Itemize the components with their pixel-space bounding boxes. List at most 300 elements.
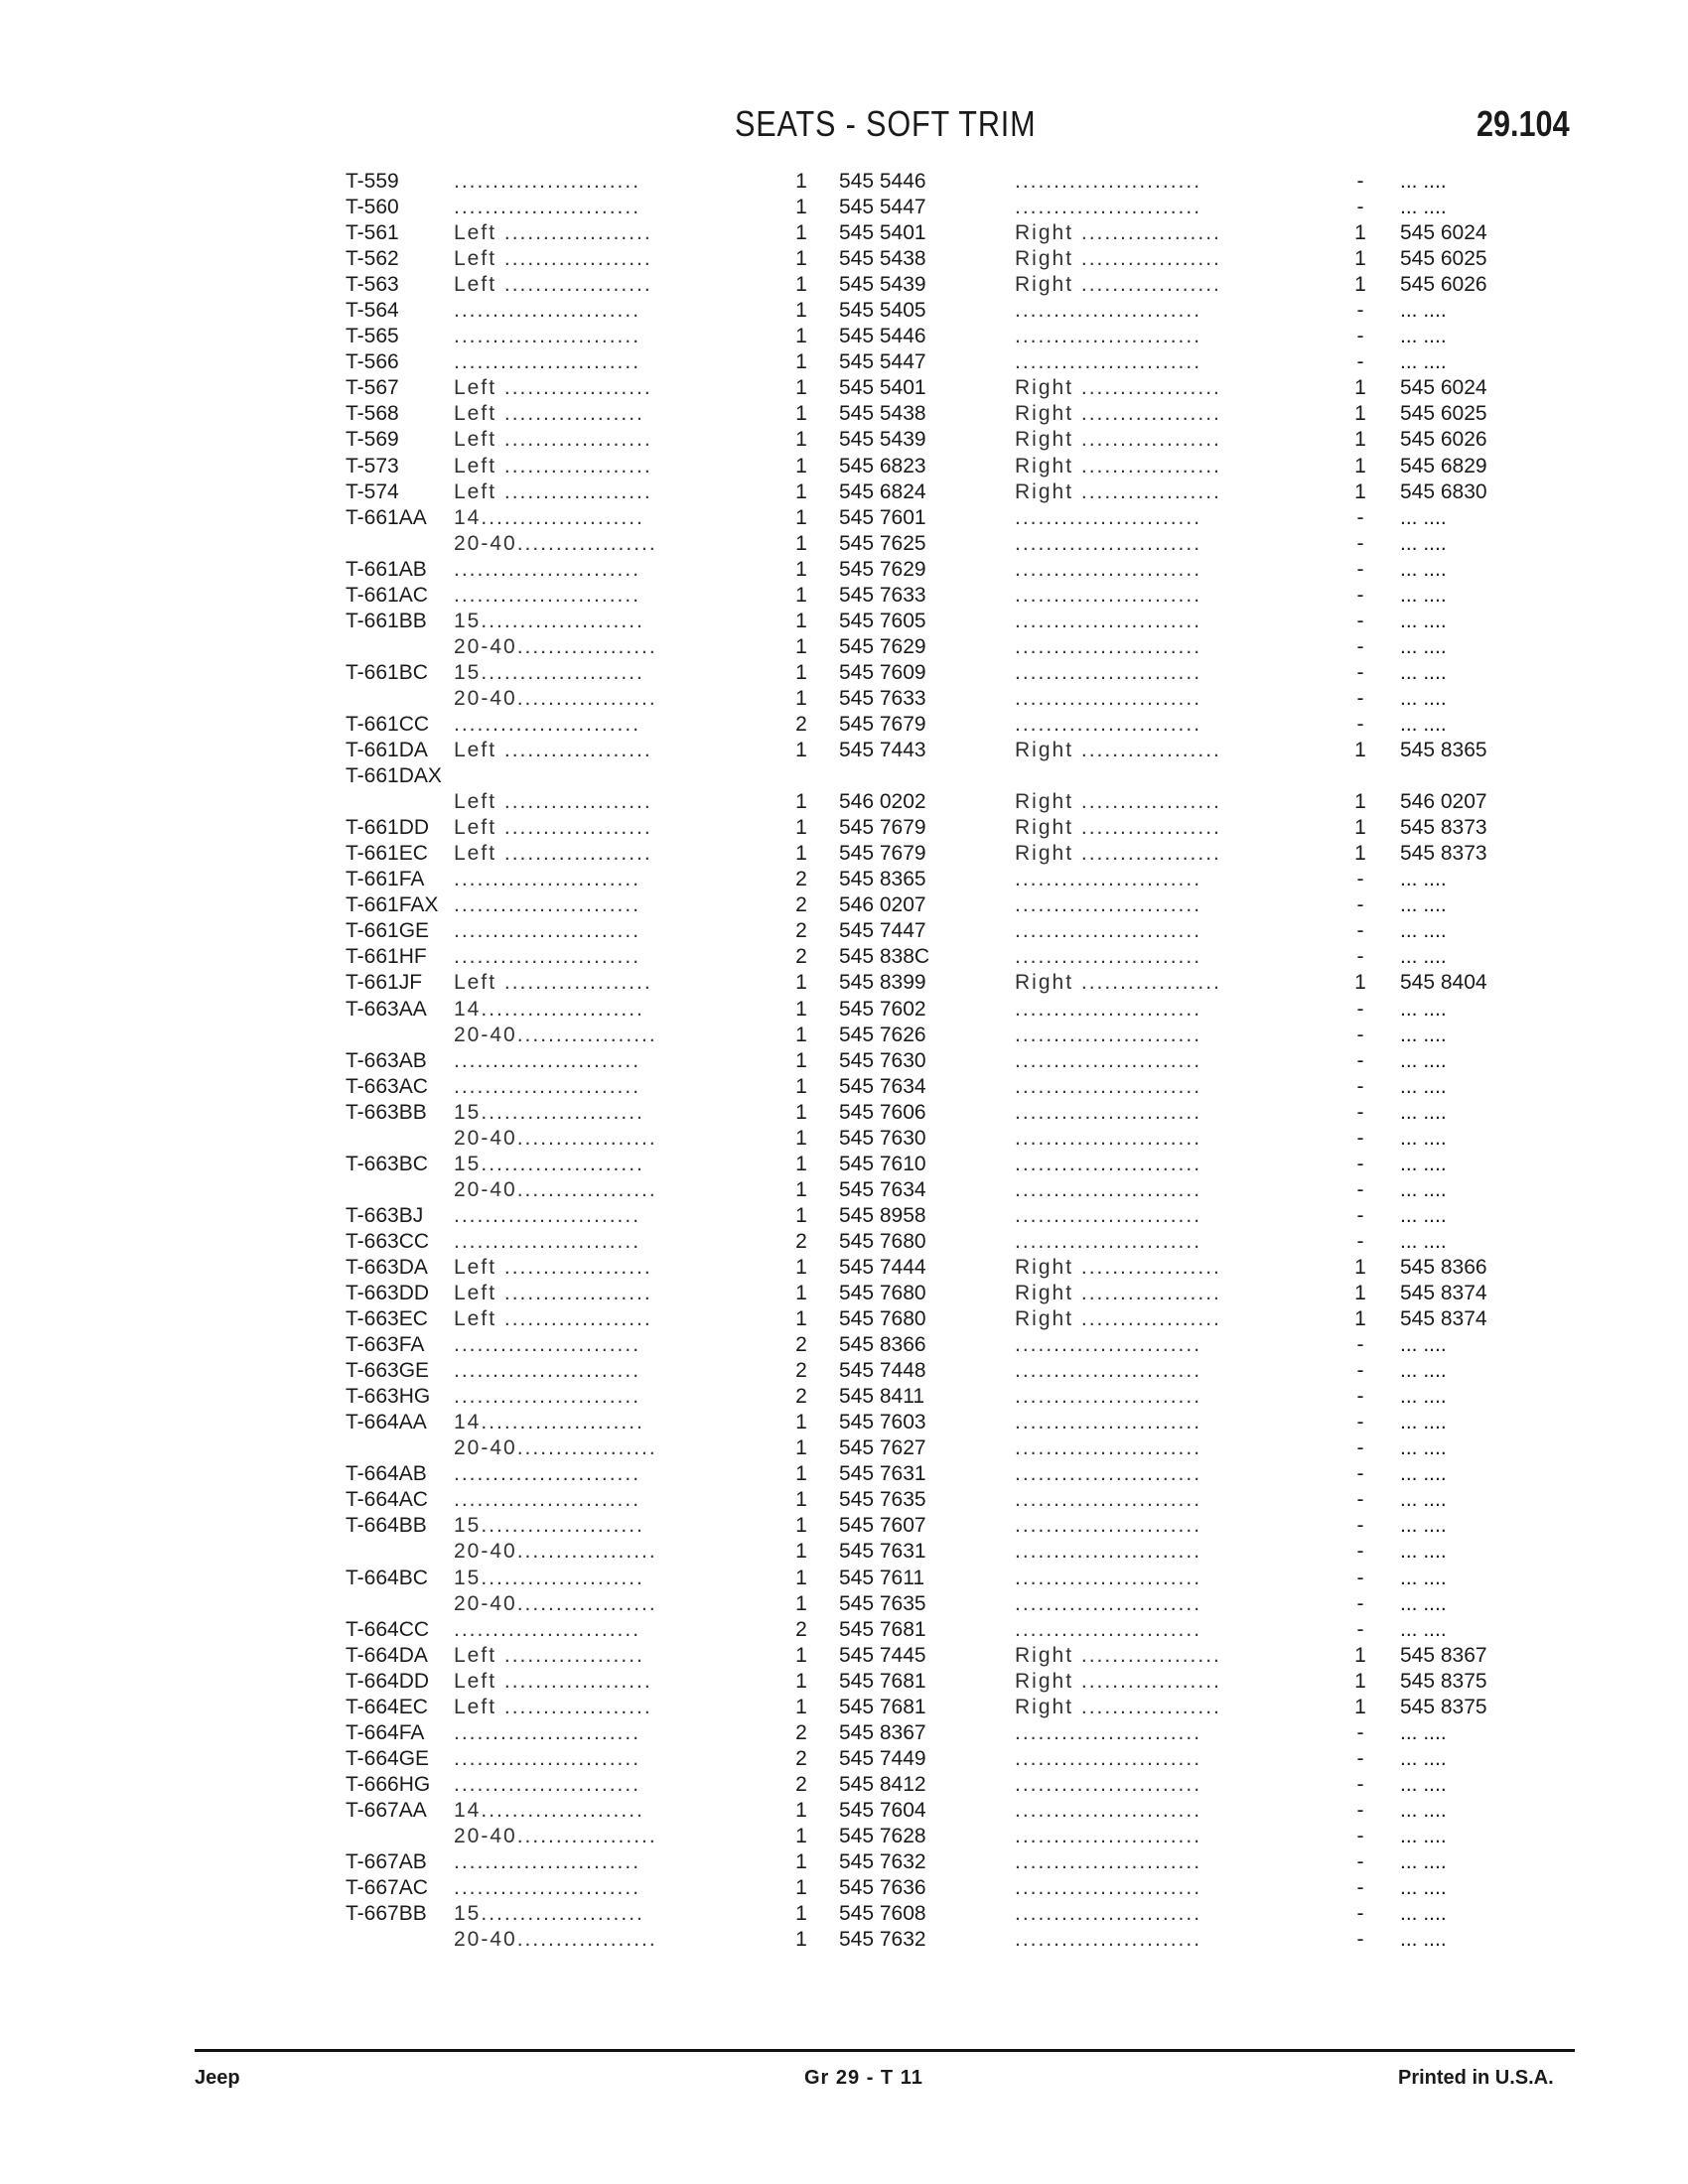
description-left: ........................ [454, 919, 641, 943]
description-right: ........................ [1015, 1074, 1202, 1098]
description-right: ........................ [1015, 505, 1202, 529]
table-row [0, 1100, 1688, 1126]
part-number: T-664EC [346, 1695, 428, 1718]
description-left: Left ................... [454, 739, 652, 762]
quantity-left: 1 [795, 686, 807, 710]
quantity-left: 1 [795, 1255, 807, 1279]
quantity-right: - [1356, 712, 1364, 736]
quantity-right: - [1356, 919, 1364, 943]
catalog-number-right: ... .... [1400, 1902, 1447, 1926]
part-number: T-663CC [346, 1229, 430, 1253]
quantity-right: - [1356, 997, 1364, 1021]
catalog-number-right: ... .... [1400, 1229, 1447, 1253]
description-left: 14..................... [454, 1798, 644, 1822]
description-left: 15..................... [454, 1566, 644, 1589]
part-number: T-664BB [346, 1514, 427, 1538]
description-left: ........................ [454, 325, 641, 348]
catalog-number-left: 545 5405 [839, 299, 926, 323]
part-number: T-661CC [346, 712, 430, 736]
catalog-number-right: 545 8374 [1400, 1282, 1487, 1305]
description-right: Right .................. [1015, 1307, 1221, 1331]
table-row [0, 1358, 1688, 1384]
catalog-number-left: 545 7634 [839, 1074, 926, 1098]
description-right: ........................ [1015, 997, 1202, 1021]
description-right: ........................ [1015, 1152, 1202, 1175]
table-row [0, 1669, 1688, 1695]
catalog-number-left: 545 7601 [839, 505, 926, 529]
description-right: Right .................. [1015, 247, 1221, 271]
quantity-left: 2 [795, 1720, 807, 1744]
part-number: T-562 [346, 247, 399, 271]
catalog-number-right: ... .... [1400, 609, 1447, 632]
catalog-number-left: 545 7679 [839, 842, 926, 866]
table-row [0, 686, 1688, 712]
table-row [0, 1023, 1688, 1048]
catalog-number-right: 545 8367 [1400, 1643, 1487, 1667]
description-right: ........................ [1015, 1411, 1202, 1434]
description-right: Right .................. [1015, 1695, 1221, 1718]
quantity-right: 1 [1354, 1643, 1366, 1667]
catalog-number-left: 545 5401 [839, 376, 926, 400]
description-right: Right .................. [1015, 221, 1221, 245]
catalog-number-right: ... .... [1400, 557, 1447, 581]
quantity-right: - [1356, 868, 1364, 891]
quantity-right: - [1356, 1540, 1364, 1564]
catalog-number-left: 545 7629 [839, 557, 926, 581]
description-right: ........................ [1015, 893, 1202, 917]
table-row [0, 454, 1688, 479]
table-row [0, 712, 1688, 738]
description-left: ........................ [454, 1048, 641, 1072]
catalog-number-right: ... .... [1400, 1385, 1447, 1409]
part-number: T-663AC [346, 1074, 428, 1098]
quantity-left: 1 [795, 1695, 807, 1718]
quantity-right: - [1356, 1462, 1364, 1486]
catalog-number-left: 545 7608 [839, 1902, 926, 1926]
catalog-number-left: 545 7628 [839, 1825, 926, 1847]
table-row [0, 1229, 1688, 1255]
description-left: 15..................... [454, 1100, 644, 1124]
description-left: ........................ [454, 1385, 641, 1409]
description-right: ........................ [1015, 1229, 1202, 1253]
description-left: 14..................... [454, 997, 644, 1021]
quantity-left: 1 [795, 247, 807, 271]
description-right: ........................ [1015, 1928, 1202, 1952]
description-left: Left ................... [454, 247, 652, 271]
quantity-left: 1 [795, 1669, 807, 1693]
catalog-number-right: ... .... [1400, 1359, 1447, 1383]
table-row [0, 583, 1688, 609]
description-left: Left ................... [454, 454, 652, 478]
quantity-left: 1 [795, 660, 807, 684]
part-number: T-661FA [346, 868, 425, 891]
catalog-number-right: ... .... [1400, 1540, 1447, 1564]
table-row [0, 427, 1688, 453]
catalog-number-right: ... .... [1400, 1203, 1447, 1227]
description-left: ........................ [454, 557, 641, 581]
table-row [0, 1849, 1688, 1875]
catalog-number-right: ... .... [1400, 1100, 1447, 1124]
quantity-right: 1 [1354, 1255, 1366, 1279]
description-right: ........................ [1015, 945, 1202, 969]
description-right: ........................ [1015, 583, 1202, 607]
part-number: T-661DD [346, 816, 430, 840]
description-left: ........................ [454, 299, 641, 323]
description-right: ........................ [1015, 712, 1202, 736]
description-right: Right .................. [1015, 1282, 1221, 1305]
catalog-number-right: 545 8374 [1400, 1307, 1487, 1331]
description-right: ........................ [1015, 1591, 1202, 1615]
quantity-right: - [1356, 1359, 1364, 1383]
part-number: T-569 [346, 428, 399, 452]
description-right: ........................ [1015, 1126, 1202, 1150]
part-number: T-661FAX [346, 893, 439, 917]
quantity-left: 1 [795, 1152, 807, 1175]
quantity-right: - [1356, 505, 1364, 529]
catalog-number-left: 545 7626 [839, 1023, 926, 1046]
catalog-number-left: 545 7630 [839, 1048, 926, 1072]
footer-rule [195, 2049, 1575, 2052]
catalog-number-right: ... .... [1400, 1566, 1447, 1589]
catalog-number-right: ... .... [1400, 1825, 1447, 1847]
description-right: ........................ [1015, 1566, 1202, 1589]
description-left: 20-40.................. [454, 1177, 657, 1201]
description-left: ........................ [454, 1720, 641, 1744]
table-row [0, 298, 1688, 324]
part-number: T-661HF [346, 945, 427, 969]
table-row [0, 1074, 1688, 1100]
description-left: 15..................... [454, 1902, 644, 1926]
description-left: Left ................... [454, 1669, 652, 1693]
catalog-number-right: ... .... [1400, 1048, 1447, 1072]
catalog-number-right: ... .... [1400, 531, 1447, 555]
quantity-left: 1 [795, 557, 807, 581]
quantity-left: 1 [795, 325, 807, 348]
part-number: T-566 [346, 350, 399, 374]
part-number: T-664BC [346, 1566, 428, 1589]
description-left: Left ................... [454, 971, 652, 995]
catalog-number-left: 545 7681 [839, 1617, 926, 1641]
quantity-left: 1 [795, 609, 807, 632]
catalog-number-right: ... .... [1400, 1928, 1447, 1952]
catalog-number-right: ... .... [1400, 505, 1447, 529]
part-number: T-664GE [346, 1746, 430, 1770]
description-right: ........................ [1015, 868, 1202, 891]
catalog-number-right: ... .... [1400, 299, 1447, 323]
quantity-right: - [1356, 1850, 1364, 1874]
description-left: ........................ [454, 1850, 641, 1874]
quantity-right: - [1356, 583, 1364, 607]
part-number: T-664AB [346, 1462, 427, 1486]
quantity-left: 1 [795, 350, 807, 374]
quantity-left: 1 [795, 402, 807, 426]
part-number: T-661JF [346, 971, 423, 995]
quantity-right: - [1356, 1720, 1364, 1744]
catalog-number-left: 545 7631 [839, 1462, 926, 1486]
quantity-right: - [1356, 1100, 1364, 1124]
quantity-right: - [1356, 686, 1364, 710]
description-right: ........................ [1015, 686, 1202, 710]
part-number: T-565 [346, 325, 399, 348]
description-left: ........................ [454, 945, 641, 969]
catalog-number-right: ... .... [1400, 350, 1447, 374]
table-row [0, 892, 1688, 918]
description-left: ........................ [454, 196, 641, 219]
quantity-right: - [1356, 660, 1364, 684]
catalog-number-left: 545 8366 [839, 1333, 926, 1357]
table-row [0, 1720, 1688, 1746]
catalog-number-left: 545 5439 [839, 428, 926, 452]
table-row [0, 1281, 1688, 1306]
description-left: ........................ [454, 1203, 641, 1227]
part-number: T-573 [346, 454, 399, 478]
description-right: ........................ [1015, 919, 1202, 943]
quantity-right: - [1356, 1126, 1364, 1150]
catalog-number-right: 545 8373 [1400, 816, 1487, 840]
catalog-number-left: 545 8958 [839, 1203, 926, 1227]
quantity-left: 1 [795, 1825, 807, 1847]
catalog-number-left: 545 7634 [839, 1177, 926, 1201]
quantity-left: 1 [795, 971, 807, 995]
quantity-right: - [1356, 350, 1364, 374]
quantity-right: - [1356, 1617, 1364, 1641]
catalog-number-left: 545 8411 [839, 1385, 925, 1409]
description-right: ........................ [1015, 350, 1202, 374]
description-right: Right .................. [1015, 273, 1221, 297]
quantity-right: - [1356, 609, 1364, 632]
quantity-right: - [1356, 1876, 1364, 1900]
catalog-number-left: 545 7627 [839, 1436, 926, 1460]
table-row [0, 1927, 1688, 1953]
catalog-number-right: ... .... [1400, 1720, 1447, 1744]
catalog-number-left: 545 7602 [839, 997, 926, 1021]
description-right: ........................ [1015, 299, 1202, 323]
catalog-number-left: 545 7633 [839, 686, 926, 710]
table-row [0, 609, 1688, 634]
description-right: Right .................. [1015, 428, 1221, 452]
description-right: ........................ [1015, 1540, 1202, 1564]
table-row [0, 1617, 1688, 1643]
table-row [0, 324, 1688, 349]
catalog-number-left: 545 8412 [839, 1772, 926, 1796]
quantity-left: 1 [795, 634, 807, 658]
description-left: ........................ [454, 170, 641, 193]
part-number: T-661BB [346, 609, 427, 632]
table-row [0, 841, 1688, 867]
description-left: Left ................... [454, 1307, 652, 1331]
description-left: ........................ [454, 1229, 641, 1253]
part-number: T-663BC [346, 1152, 428, 1175]
part-number: T-667BB [346, 1902, 427, 1926]
description-left: 20-40.................. [454, 634, 657, 658]
quantity-left: 1 [795, 1591, 807, 1615]
table-row [0, 1539, 1688, 1565]
table-row [0, 1513, 1688, 1539]
catalog-number-left: 545 7448 [839, 1359, 926, 1383]
catalog-number-right: ... .... [1400, 1876, 1447, 1900]
description-right: Right .................. [1015, 402, 1221, 426]
quantity-left: 1 [795, 1902, 807, 1926]
table-row [0, 1384, 1688, 1410]
description-right: ........................ [1015, 1902, 1202, 1926]
catalog-number-left: 545 7610 [839, 1152, 926, 1175]
description-right: ........................ [1015, 1720, 1202, 1744]
catalog-number-left: 545 8367 [839, 1720, 926, 1744]
catalog-number-right: ... .... [1400, 893, 1447, 917]
description-left: ........................ [454, 1617, 641, 1641]
description-left: ........................ [454, 350, 641, 374]
catalog-number-right: 545 8375 [1400, 1669, 1487, 1693]
description-right: ........................ [1015, 1177, 1202, 1201]
quantity-left: 1 [795, 1203, 807, 1227]
catalog-number-right: 546 0207 [1400, 790, 1487, 814]
catalog-number-right: ... .... [1400, 1436, 1447, 1460]
catalog-number-right: ... .... [1400, 1617, 1447, 1641]
catalog-number-left: 545 7611 [839, 1566, 925, 1589]
catalog-number-right: 545 8365 [1400, 739, 1487, 762]
page-number: 29.104 [1477, 103, 1570, 144]
quantity-left: 1 [795, 531, 807, 555]
catalog-number-left: 545 5447 [839, 196, 926, 219]
catalog-number-left: 545 7606 [839, 1100, 926, 1124]
description-left: Left ................... [454, 816, 652, 840]
catalog-number-right: ... .... [1400, 170, 1447, 193]
quantity-right: 1 [1354, 428, 1366, 452]
description-right: ........................ [1015, 1850, 1202, 1874]
catalog-number-right: ... .... [1400, 919, 1447, 943]
description-left: 20-40.................. [454, 1825, 657, 1847]
catalog-number-right: ... .... [1400, 686, 1447, 710]
part-number: T-664CC [346, 1617, 430, 1641]
table-row [0, 918, 1688, 944]
quantity-left: 1 [795, 1462, 807, 1486]
catalog-number-right: ... .... [1400, 712, 1447, 736]
table-row [0, 1487, 1688, 1513]
part-number: T-663GE [346, 1359, 430, 1383]
quantity-left: 2 [795, 1333, 807, 1357]
description-right: Right .................. [1015, 376, 1221, 400]
part-number: T-664AA [346, 1411, 427, 1434]
quantity-left: 1 [795, 1282, 807, 1305]
catalog-number-left: 545 7635 [839, 1488, 926, 1512]
part-number: T-663AA [346, 997, 427, 1021]
catalog-number-right: ... .... [1400, 1514, 1447, 1538]
description-right: Right .................. [1015, 971, 1221, 995]
catalog-number-left: 545 7681 [839, 1669, 926, 1693]
catalog-number-right: 545 8375 [1400, 1695, 1487, 1718]
quantity-left: 1 [795, 1307, 807, 1331]
quantity-left: 1 [795, 1850, 807, 1874]
quantity-right: - [1356, 1152, 1364, 1175]
part-number: T-564 [346, 299, 399, 323]
catalog-number-left: 545 7609 [839, 660, 926, 684]
catalog-number-left: 545 7447 [839, 919, 926, 943]
quantity-right: 1 [1354, 221, 1366, 245]
description-left: 15..................... [454, 609, 644, 632]
quantity-right: - [1356, 196, 1364, 219]
description-left: ........................ [454, 1333, 641, 1357]
part-number: T-663DD [346, 1282, 430, 1305]
description-left: ........................ [454, 1488, 641, 1512]
description-right: ........................ [1015, 1514, 1202, 1538]
description-right: ........................ [1015, 634, 1202, 658]
description-left: ........................ [454, 583, 641, 607]
part-number: T-661EC [346, 842, 428, 866]
catalog-number-left: 546 0207 [839, 893, 926, 917]
description-left: ........................ [454, 1462, 641, 1486]
catalog-number-left: 545 7636 [839, 1876, 926, 1900]
table-row [0, 1643, 1688, 1669]
description-right: ........................ [1015, 1385, 1202, 1409]
quantity-right: - [1356, 1591, 1364, 1615]
part-number: T-667AC [346, 1876, 428, 1900]
part-number: T-663FA [346, 1333, 425, 1357]
quantity-left: 1 [795, 1488, 807, 1512]
table-row [0, 1255, 1688, 1281]
part-number: T-574 [346, 479, 399, 503]
table-row [0, 1591, 1688, 1617]
description-right: Right .................. [1015, 1255, 1221, 1279]
table-row [0, 1695, 1688, 1720]
quantity-left: 1 [795, 1074, 807, 1098]
catalog-number-right: 545 6026 [1400, 428, 1487, 452]
table-row [0, 944, 1688, 970]
quantity-right: - [1356, 299, 1364, 323]
quantity-right: - [1356, 1229, 1364, 1253]
catalog-number-left: 545 7632 [839, 1928, 926, 1952]
description-left: ........................ [454, 1074, 641, 1098]
catalog-number-right: ... .... [1400, 1126, 1447, 1150]
catalog-number-left: 545 5447 [839, 350, 926, 374]
catalog-number-right: ... .... [1400, 196, 1447, 219]
quantity-right: 1 [1354, 971, 1366, 995]
description-right: ........................ [1015, 1359, 1202, 1383]
catalog-number-left: 545 7605 [839, 609, 926, 632]
catalog-number-right: 545 6026 [1400, 273, 1487, 297]
description-left: 14..................... [454, 1411, 644, 1434]
quantity-left: 1 [795, 170, 807, 193]
table-row [0, 789, 1688, 815]
description-right: ........................ [1015, 1100, 1202, 1124]
quantity-left: 2 [795, 1229, 807, 1253]
catalog-number-right: ... .... [1400, 1772, 1447, 1796]
quantity-left: 1 [795, 1540, 807, 1564]
description-left: Left ................... [454, 376, 652, 400]
catalog-number-left: 545 7635 [839, 1591, 926, 1615]
catalog-number-right: ... .... [1400, 1798, 1447, 1822]
catalog-number-left: 545 7630 [839, 1126, 926, 1150]
catalog-number-right: ... .... [1400, 1177, 1447, 1201]
quantity-right: 1 [1354, 454, 1366, 478]
catalog-number-right: ... .... [1400, 1333, 1447, 1357]
table-row [0, 738, 1688, 763]
description-right: ........................ [1015, 609, 1202, 632]
quantity-left: 1 [795, 1566, 807, 1589]
catalog-number-right: 545 6025 [1400, 247, 1487, 271]
quantity-left: 1 [795, 816, 807, 840]
table-row [0, 1306, 1688, 1332]
quantity-right: - [1356, 1048, 1364, 1072]
table-row [0, 970, 1688, 996]
table-row [0, 349, 1688, 375]
part-number: T-561 [346, 221, 399, 245]
description-left: 20-40.................. [454, 1023, 657, 1046]
description-left: 20-40.................. [454, 1540, 657, 1564]
quantity-right: 1 [1354, 273, 1366, 297]
description-right: ........................ [1015, 557, 1202, 581]
part-number: T-661AA [346, 505, 427, 529]
part-number: T-661BC [346, 660, 428, 684]
